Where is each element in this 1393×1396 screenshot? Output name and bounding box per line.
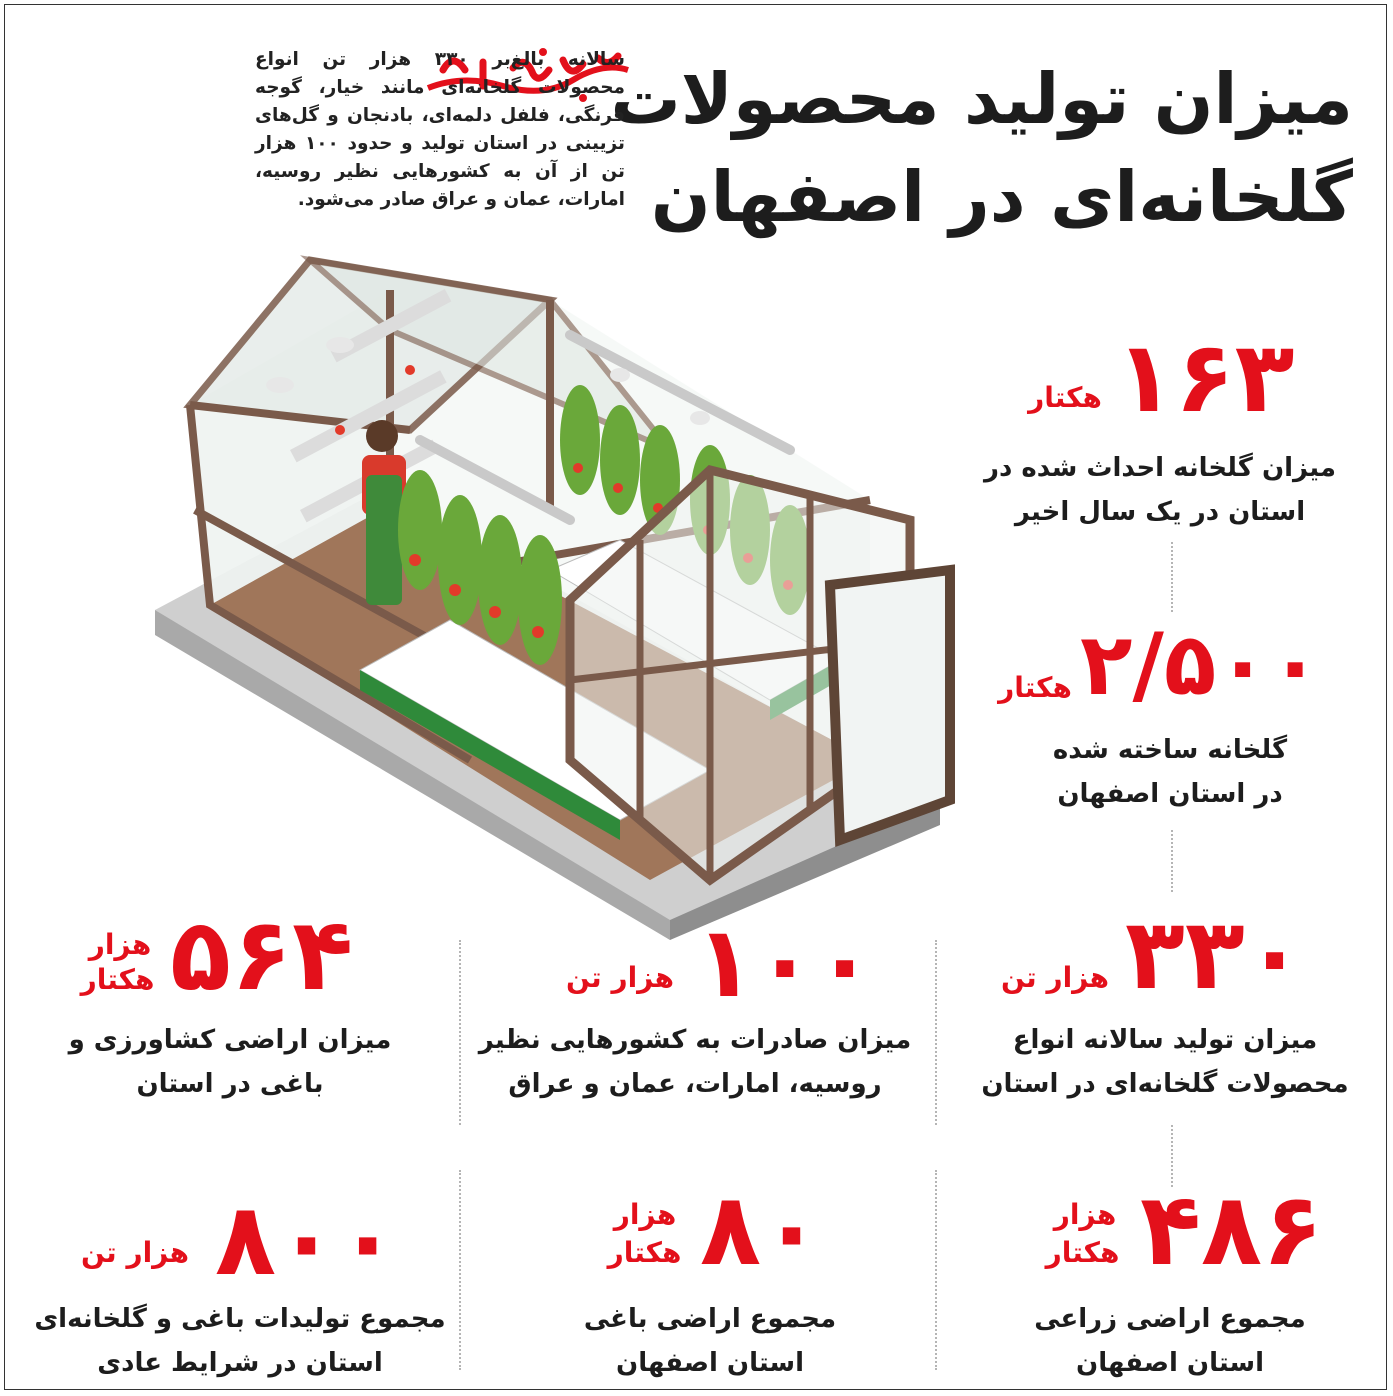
divider-2: [1171, 830, 1173, 892]
divider-5: [935, 1170, 937, 1370]
stat-100-number: ۱۰۰: [695, 906, 875, 1020]
stat-564-number: ۵۶۴: [170, 896, 354, 1013]
stat-330-unit: هزار تن: [1000, 961, 1109, 994]
stat-800-description: [20, 1297, 460, 1385]
stat-2500-desc-line2: در استان اصفهان: [1057, 779, 1283, 809]
stat-100-unit: هزار تن: [565, 961, 674, 994]
stat-564-desc-line1: میزان اراضی کشاورزی و: [68, 1025, 392, 1055]
stat-564-unit-1: هزار: [88, 928, 152, 961]
stat-564-unit-2: هکتار: [80, 963, 155, 996]
stat-80-description: [540, 1297, 880, 1385]
stat-2500-desc-line1: گلخانه ساخته شده: [1052, 735, 1288, 765]
stat-800-unit: هزار تن: [80, 1236, 189, 1269]
stat-800-number: ۸۰۰: [215, 1181, 399, 1298]
stat-80-number: ۸۰: [700, 1171, 823, 1288]
divider-4: [935, 940, 937, 1125]
stat-80-unit-2: هکتار: [607, 1236, 682, 1269]
page-title-line-1: میزان تولید محصولات: [610, 58, 1353, 140]
divider-1: [1171, 542, 1173, 612]
stat-486-number: ۴۸۶: [1140, 1171, 1324, 1288]
stat-80-unit-1: هزار: [613, 1198, 677, 1231]
stat-163-description: [960, 446, 1360, 534]
stat-564-desc-line2: باغی در استان: [136, 1069, 324, 1099]
stat-486-desc-line1: مجموع اراضی زراعی: [1034, 1304, 1306, 1334]
stat-486-description: [1000, 1297, 1340, 1385]
stat-163-unit: هکتار: [1028, 381, 1102, 414]
stat-2500-number: ۲/۵۰۰: [1080, 615, 1322, 715]
stat-80-desc-line2: استان اصفهان: [616, 1348, 804, 1378]
greenhouse-illustration: [150, 240, 970, 940]
stat-100-desc-line1: میزان صادرات به کشورهایی نظیر: [478, 1025, 912, 1055]
stat-330-description: [955, 1018, 1375, 1106]
stat-163-desc-line2: استان در یک سال اخیر: [1014, 497, 1306, 527]
stat-80-desc-line1: مجموع اراضی باغی: [583, 1304, 837, 1334]
page-title: [593, 50, 1353, 246]
stat-330-number: ۳۳۰: [1125, 898, 1305, 1012]
stat-2500-unit: هکتار: [998, 671, 1072, 704]
stat-163-number: ۱۶۳: [1115, 321, 1295, 435]
stat-163-desc-line1: میزان گلخانه احداث شده در: [984, 453, 1336, 483]
stat-486-desc-line2: استان اصفهان: [1076, 1348, 1264, 1378]
stat-100-desc-line2: روسیه، امارات، عمان و عراق: [508, 1069, 882, 1099]
stat-486-unit-2: هکتار: [1045, 1236, 1120, 1269]
stat-100-description: [470, 1018, 920, 1106]
page-title-line-2: گلخانه‌ای در اصفهان: [650, 156, 1353, 238]
stat-330-desc-line2: محصولات گلخانه‌ای در استان: [981, 1069, 1349, 1099]
stat-2500-description: [1000, 728, 1340, 816]
intro-paragraph: سالانه بالغ‌بر ۳۳۰ هزار تن انواع محصولات گلخانه‌ای مانند خیار، گوجه فرنگی، فلفل دلمه‌ای، بادنجان و گل‌های تزیینی در استان تولید و حدود ۱۰۰ هزار تن از آن به کشورهایی نظیر روسیه، امارات، عمان و عراق صادر می‌شود.: [255, 49, 625, 210]
stat-330-desc-line1: میزان تولید سالانه انواع: [1012, 1025, 1318, 1055]
stat-800-desc-line1: مجموع تولیدات باغی و گلخانه‌ای: [34, 1304, 446, 1334]
divider-6: [459, 940, 461, 1125]
stat-564-description: [40, 1018, 420, 1106]
stat-486-unit-1: هزار: [1053, 1198, 1117, 1231]
stat-800-desc-line2: استان در شرایط عادی: [97, 1348, 383, 1378]
